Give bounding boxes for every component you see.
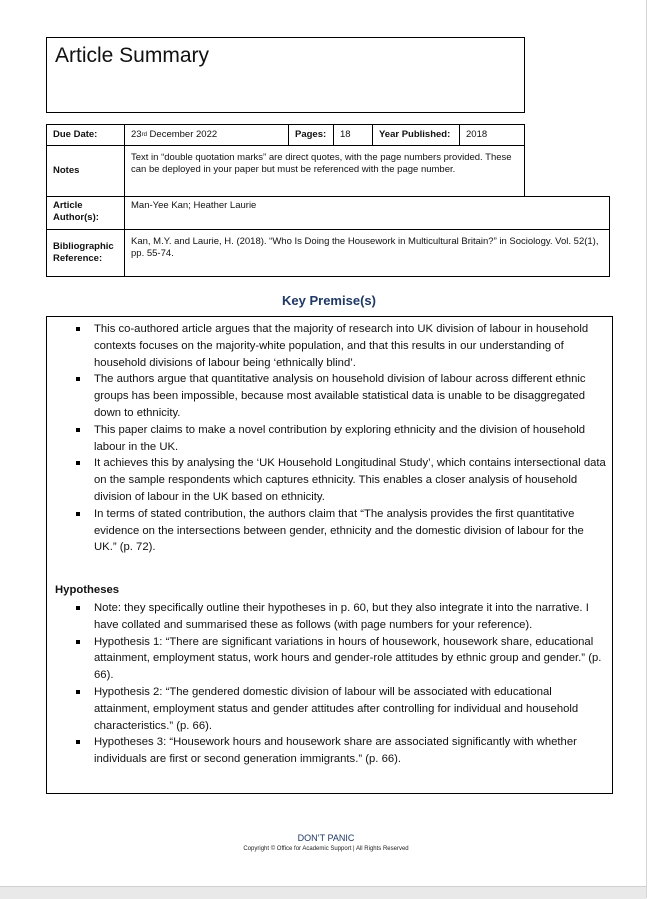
key-premises-heading: Key Premise(s) (282, 293, 376, 308)
year-published-value: 2018 (459, 124, 525, 146)
pages-value: 18 (333, 124, 373, 146)
article-author-value: Man-Yee Kan; Heather Laurie (124, 196, 610, 230)
document-title: Article Summary (55, 44, 210, 67)
list-item: Hypothesis 1: “There are significant variations in hours of housework, housework share, educational attainment, employment status, work hours and gender-role attitudes by ethnic group and gender.” (p. 66). (74, 634, 609, 684)
list-item: This paper claims to make a novel contribution by exploring ethnicity and the division of household labour in the UK. (74, 422, 609, 456)
page-bottom-margin (0, 886, 646, 899)
hypotheses-list (74, 600, 609, 768)
list-item: In terms of stated contribution, the authors claim that “The analysis provides the first quantitative evidence on the intersections between gender, ethnicity and the domestic division of labour for the UK.” (p. 72). (74, 506, 609, 556)
list-item: Hypothesis 2: “The gendered domestic division of labour will be associated with educational attainment, employment status and gender attitudes after controlling for individual and household characteristics.” (p. 66). (74, 684, 609, 734)
list-item: It achieves this by analysing the ‘UK Household Longitudinal Study’, which contains intersectional data on the sample respondents which captures ethnicity. This enables a closer analysis of household division of labour in the UK based on ethnicity. (74, 455, 609, 505)
due-date-value: 23 rd December 2022 (124, 124, 289, 146)
bibliographic-reference-value: Kan, M.Y. and Laurie, H. (2018). “Who Is Doing the Housework in Multicultural Britain?” in Sociology. Vol. 52(1), pp. 55-74. (124, 229, 610, 277)
pages-label: Pages: (288, 124, 334, 146)
notes-label: Notes (46, 145, 125, 197)
list-item: Note: they specifically outline their hypotheses in p. 60, but they also integrate it into the narrative. I have collated and summarised these as follows (with page numbers for your reference). (74, 600, 609, 634)
list-item: The authors argue that quantitative analysis on household division of labour across different ethnic groups has been impossible, because most available statistical data is unable to be disaggregated down to ethnicity. (74, 371, 609, 421)
article-author-label: Article Author(s): (46, 196, 125, 230)
list-item: This co-authored article argues that the majority of research into UK division of labour in household contexts focuses on the majority-white population, and that this results in our understanding of household divisions of labour being ‘ethnically blind’. (74, 321, 609, 371)
bibliographic-reference-label: Bibliographic Reference: (46, 229, 125, 277)
footer-title: DON’T PANIC (297, 833, 355, 843)
due-date-rest: December 2022 (146, 129, 218, 140)
due-date-day: 23 (131, 129, 142, 140)
notes-text: Text in “double quotation marks” are direct quotes, with the page numbers provided. These can be deployed in your paper but must be referenced with the page number. (124, 145, 525, 197)
title-box (46, 37, 525, 113)
key-premises-box (46, 316, 613, 794)
list-item: Hypotheses 3: “Housework hours and housework share are associated significantly with whether individuals are first or second generation immigrants.” (p. 66). (74, 734, 609, 768)
year-published-label: Year Published: (372, 124, 460, 146)
page-edge (646, 0, 647, 898)
premises-list (74, 321, 609, 556)
footer-copyright: Copyright © Office for Academic Support | All Rights Reserved (243, 846, 409, 852)
hypotheses-label: Hypotheses (55, 584, 120, 596)
due-date-label: Due Date: (46, 124, 125, 146)
